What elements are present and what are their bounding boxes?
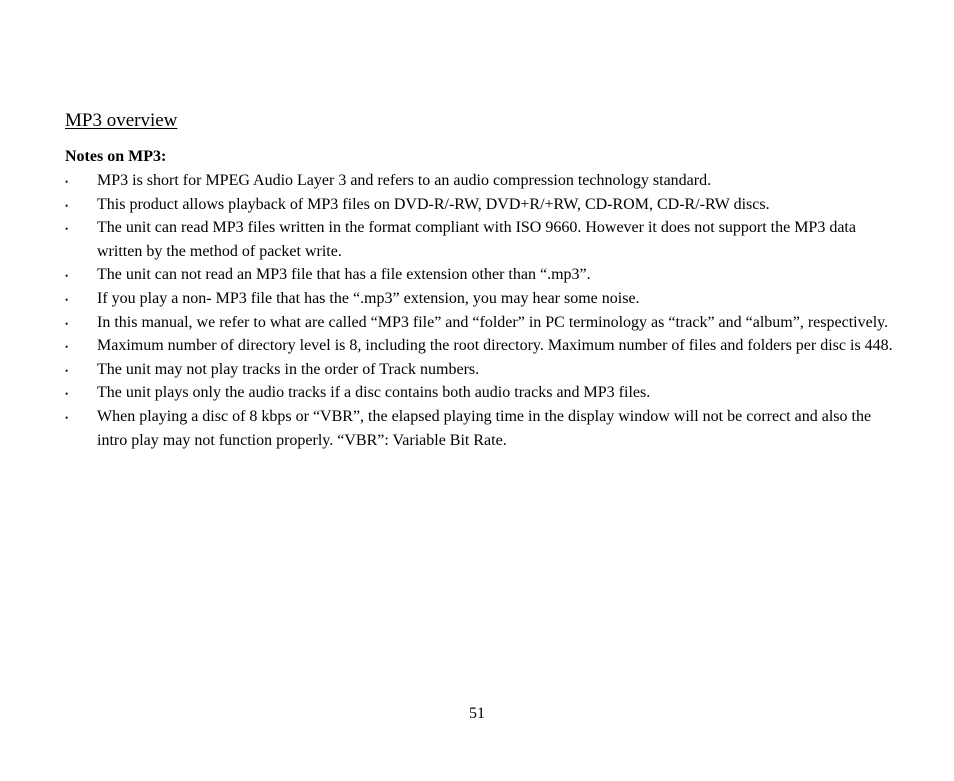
list-item-text: The unit may not play tracks in the order of Track numbers. (97, 360, 480, 378)
list-item (65, 358, 895, 382)
bullet-icon: • (65, 342, 69, 353)
list-item-text: This product allows playback of MP3 files on DVD-R/-RW, DVD+R/+RW, CD-ROM, CD-R/-RW discs. (97, 195, 770, 213)
list-item-text: The unit can not read an MP3 file that has a file extension other than “.mp3”. (97, 266, 591, 284)
list-item (65, 193, 895, 217)
list-item-text: The unit can read MP3 files written in the format compliant with ISO 9660. However it does not support the MP3 data written by the method of packet write. (97, 219, 856, 260)
list-item-text: If you play a non- MP3 file that has the “.mp3” extension, you may hear some noise. (97, 289, 640, 307)
bullet-icon: • (65, 200, 69, 211)
list-item-text: When playing a disc of 8 kbps or “VBR”, the elapsed playing time in the display window will not be correct and also the intro play may not function properly. “VBR”: Variable Bit Rate. (97, 407, 872, 449)
list-item-text: In this manual, we refer to what are called “MP3 file” and “folder” in PC terminology as “track” and “album”, respectively. (97, 313, 889, 331)
bullet-icon: • (65, 412, 69, 423)
list-item (65, 405, 895, 452)
bullet-icon: • (65, 365, 69, 376)
bullet-icon: • (65, 294, 69, 305)
list-item (65, 169, 895, 193)
notes-list (65, 169, 895, 452)
bullet-icon: • (65, 271, 69, 282)
list-item (65, 263, 895, 287)
bullet-icon: • (65, 224, 69, 235)
list-item (65, 287, 895, 311)
section-title: MP3 overview (65, 110, 178, 131)
list-item (65, 311, 895, 335)
list-item-text: The unit plays only the audio tracks if a disc contains both audio tracks and MP3 files. (97, 384, 651, 402)
list-item (65, 334, 895, 358)
notes-heading: Notes on MP3: (65, 148, 167, 165)
page-number: 51 (469, 705, 485, 722)
bullet-icon: • (65, 389, 69, 400)
list-item (65, 381, 895, 405)
bullet-icon: • (65, 177, 69, 187)
bullet-icon: • (65, 318, 69, 329)
list-item-text: Maximum number of directory level is 8, including the root directory. Maximum number of files and folders per disc is 448. (97, 337, 893, 355)
list-item-text: MP3 is short for MPEG Audio Layer 3 and refers to an audio compression technology standard. (97, 172, 712, 189)
list-item (65, 216, 895, 263)
